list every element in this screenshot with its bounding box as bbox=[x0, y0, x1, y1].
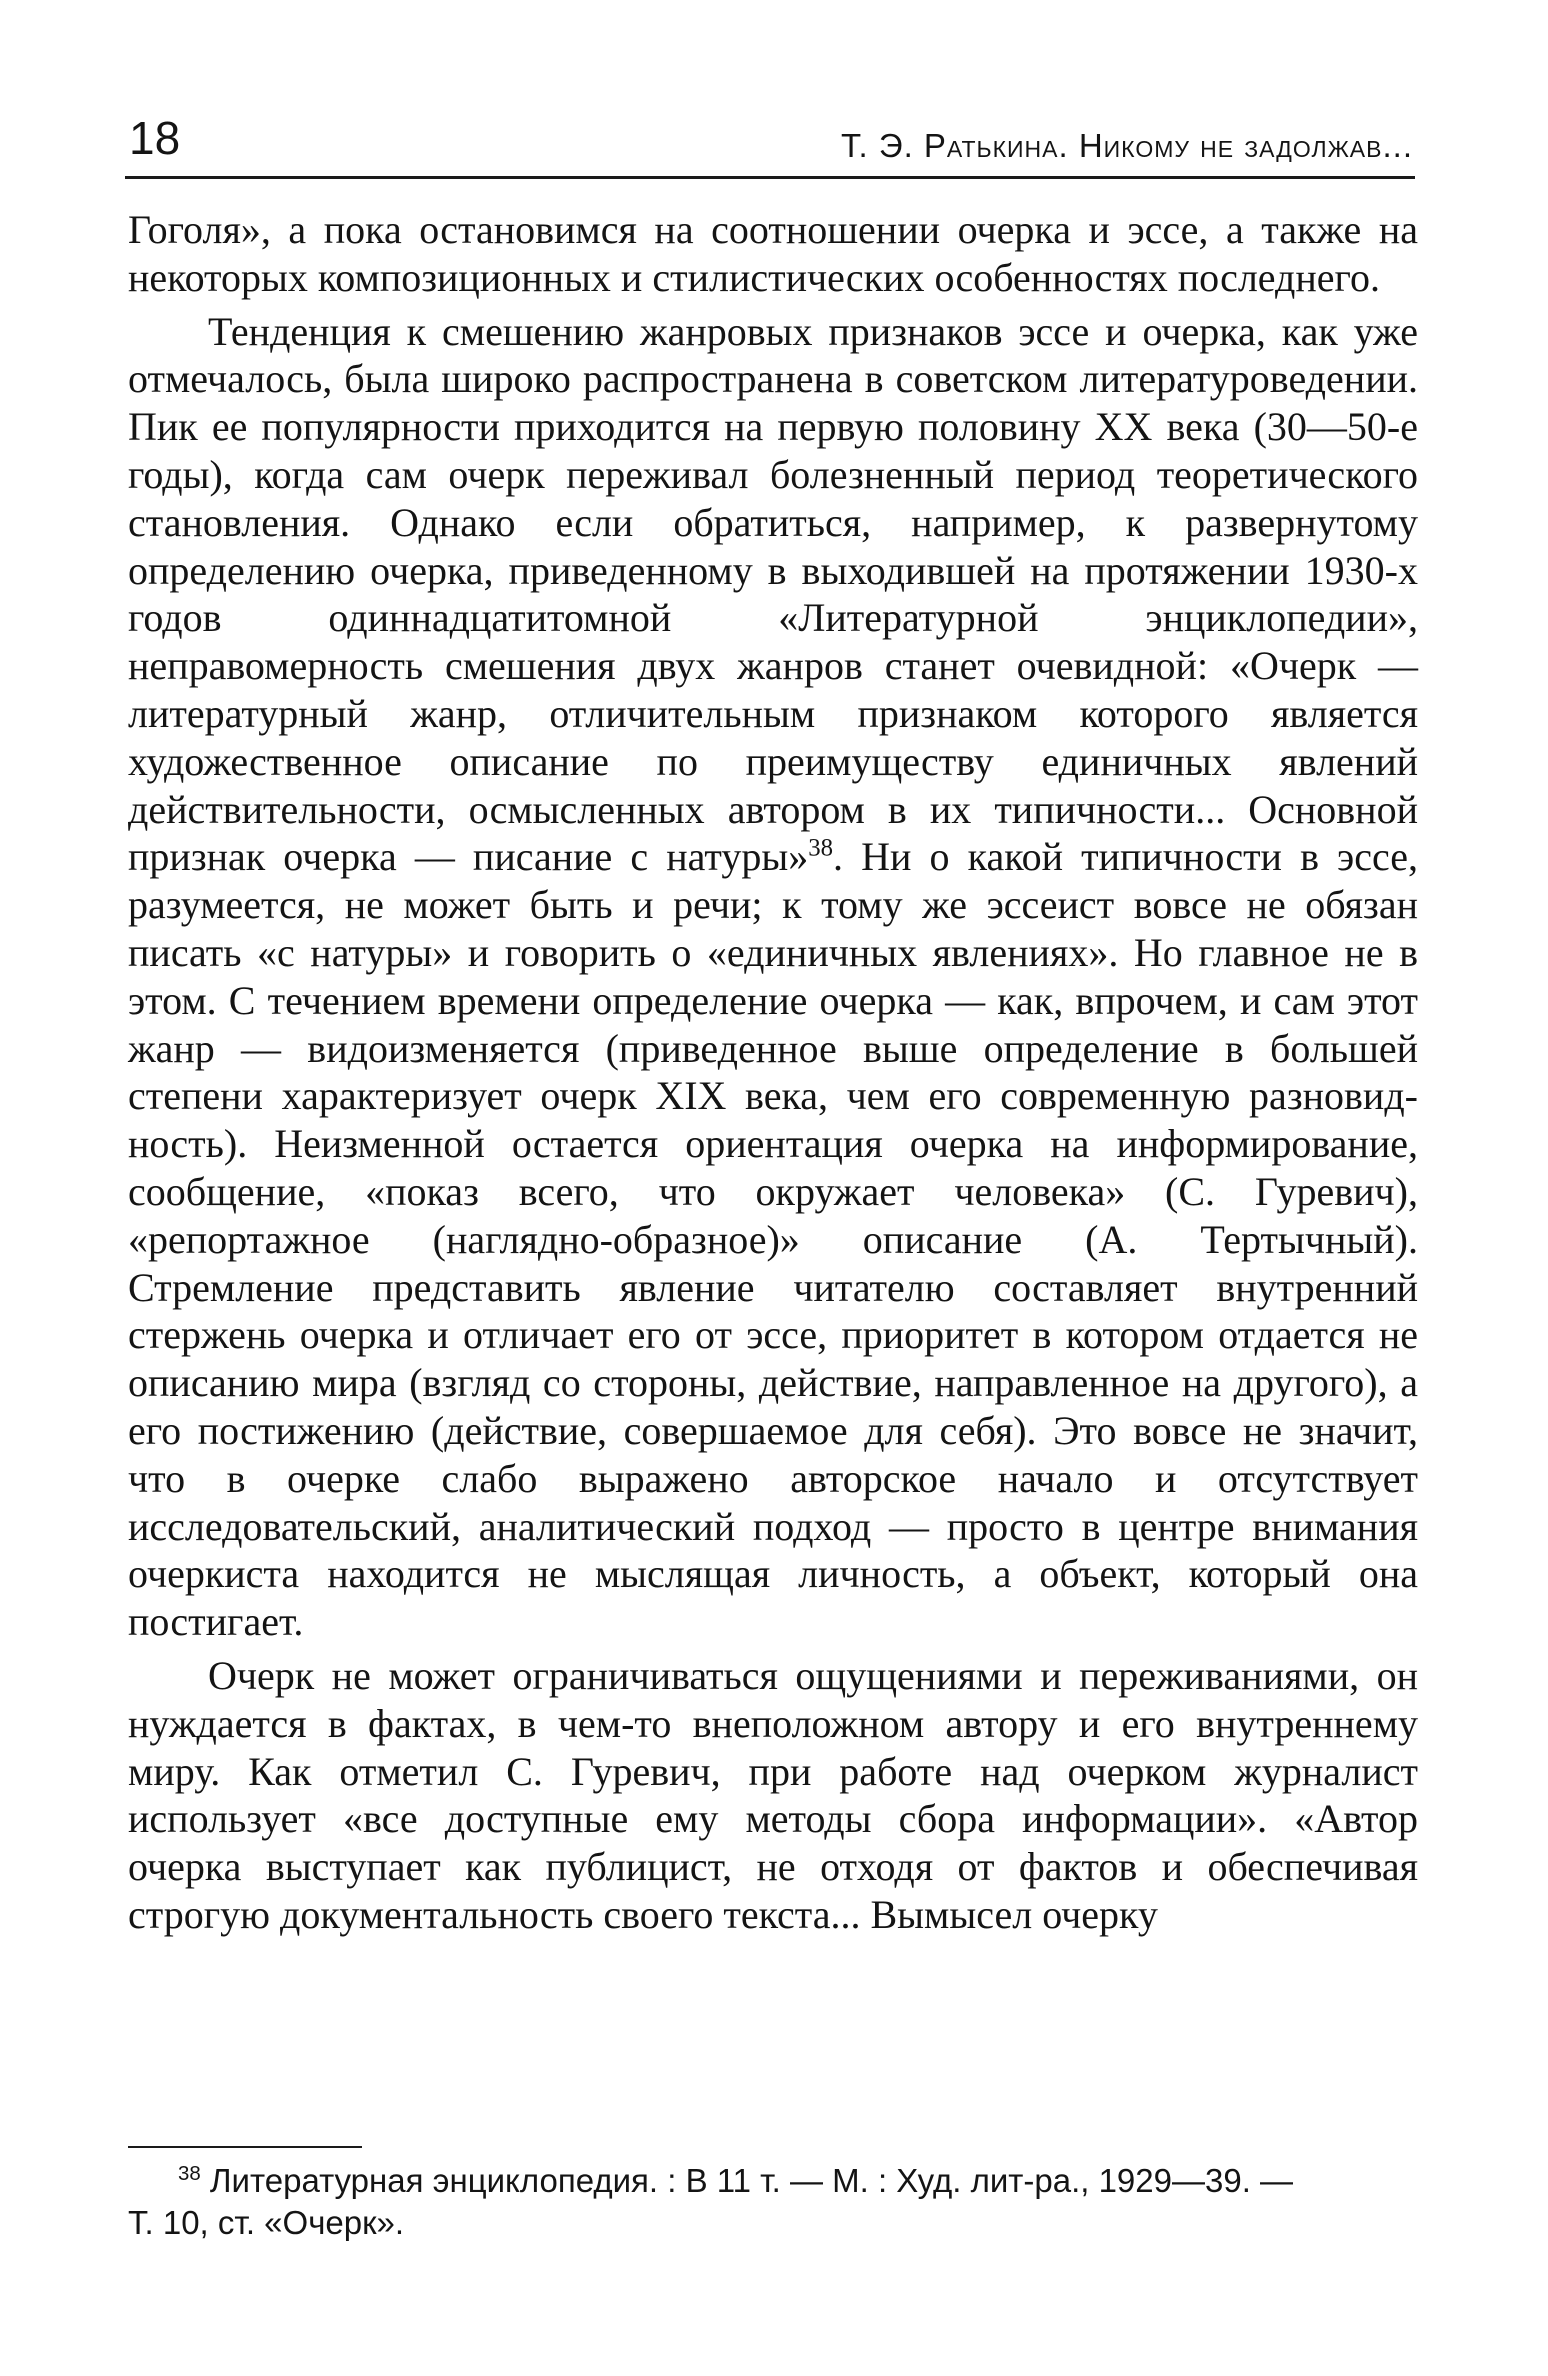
footnote-divider bbox=[128, 2146, 362, 2148]
page-number: 18 bbox=[129, 112, 181, 164]
body-text bbox=[128, 206, 1418, 1939]
footnote-reference-38[interactable]: 38 bbox=[808, 835, 834, 863]
paragraph-2 bbox=[128, 308, 1418, 1646]
footnote-38 bbox=[128, 2160, 1418, 2244]
paragraph-2-text-a: Тенденция к смешению жанровых признаков эссе и очерка, как уже отмечалось, была широко распространена в советском литературоведении. Пик ее популярности приходится на первую половину XX века (30—50-е годы), когда сам очерк переживал болезненный период теоретического становления. Однако если обратиться, например, к развернутому определению очерка, приведенному в выходившей на протяжении 1930-х годов одиннадцатитомной «Литературной энциклопедии», неправомерность смешения двух жанров станет очевидной: «Очерк — литературный жанр, отличительным признаком которого является художественное описание по преимуществу единичных явлений действительности, осмысленных автором в их типичности... Основной признак очерка — писание с натуры» bbox=[128, 308, 1418, 880]
footnote-marker: 38 bbox=[178, 2162, 201, 2185]
footnote-text-1: Литературная энциклопедия. : В 11 т. — М. : Худ. лит-ра., 1929—39. — bbox=[200, 2162, 1294, 2199]
running-title: Т. Э. Ратькина. Никому не задолжав... bbox=[841, 127, 1413, 164]
running-head bbox=[125, 108, 1415, 179]
footnote-line-2: Т. 10, ст. «Очерк». bbox=[128, 2204, 405, 2241]
footnote-line-1 bbox=[128, 2160, 1418, 2202]
paragraph-1: Гоголя», а пока остановимся на соотношении очерка и эссе, а также на некоторых композиционных и стилистических особенностях последнего. bbox=[128, 207, 1418, 300]
paragraph-2-text-b: . Ни о какой типичности в эссе, разумеется, не может быть и речи; к тому же эссеист вовсе не обязан писать «с натуры» и говорить о «единичных явлениях». Но главное не в этом. С течением времени определение очерка — как, впрочем, и сам этот жанр — видоизменяется (приведенное выше определение в большей степени характеризует очерк XIX века, чем его современную разновидность). Неизменной остается ориентация очерка на информирование, сообщение, «показ всего, что окружает человека» (С. Гуревич), «репортажное (наглядно-образное)» описание (А. Тертычный). Стремление представить явление читателю составляет внутренний стержень очерка и отличает его от эссе, приоритет в котором отдается не описанию мира (взгляд со стороны, действие, направленное на другого), а его постижению (действие, совершаемое для себя). Это вовсе не значит, что в очерке слабо выражено авторское начало и отсутствует исследовательский, аналитический подход — просто в центре внимания очеркиста находится не мыслящая личность, а объект, который она постигает. bbox=[128, 834, 1418, 1645]
paragraph-3: Очерк не может ограничиваться ощущениями и переживаниями, он нуждается в фактах, в чем-то внеположном автору и его внутреннему миру. Как отметил С. Гуревич, при работе над очерком журналист использует «все доступные ему методы сбора информации». «Автор очерка выступает как публицист, не отходя от фактов и обеспечивая строгую документальность своего текста... Вымысел очерку bbox=[128, 1652, 1418, 1937]
